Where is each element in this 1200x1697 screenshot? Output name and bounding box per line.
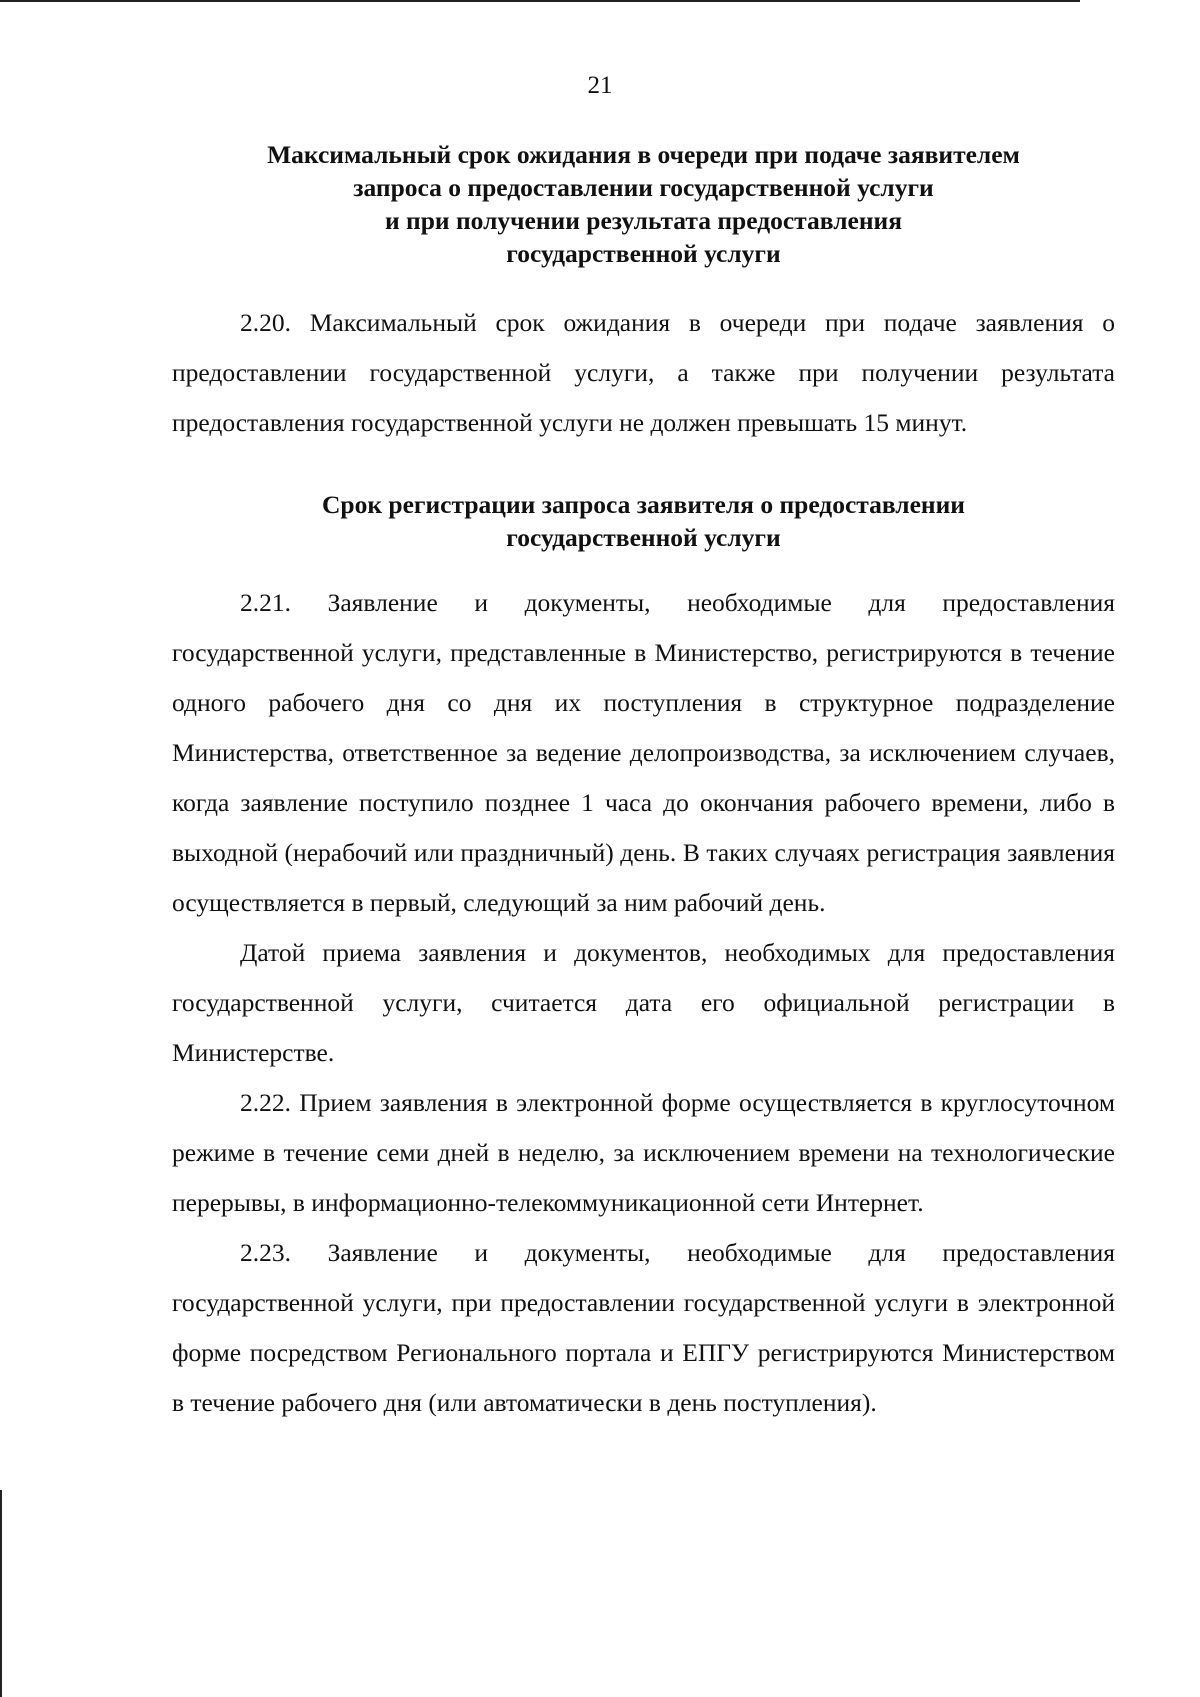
paragraph-2-20: 2.20. Максимальный срок ожидания в очереди при подаче заявления о предоставлении государственной услуги, а также при получении результата предоставления государственной услуги не должен превышать 15 минут. bbox=[172, 308, 1115, 437]
section-heading-registration-term bbox=[172, 488, 1115, 554]
paragraph-2-23: 2.23. Заявление и документы, необходимые для предоставления государственной услуги, при предоставлении государственной услуги в электронной форме посредством Регионального портала и ЕПГУ регистрируются Министерством в течение рабочего дня (или автоматически в день поступления). bbox=[172, 1238, 1115, 1417]
heading-line: запроса о предоставлении государственной услуги bbox=[353, 173, 934, 202]
heading-line: Срок регистрации запроса заявителя о предоставлении bbox=[321, 490, 966, 519]
heading-line: государственной услуги bbox=[506, 523, 781, 552]
document-body bbox=[172, 138, 1115, 1428]
paragraph-2-22: 2.22. Прием заявления в электронной форме осуществляется в круглосуточном режиме в течение семи дней в неделю, за исключением времени на технологические перерывы, в информационно-телекоммуникационной сети Интернет. bbox=[172, 1088, 1115, 1217]
heading-line: Максимальный срок ожидания в очереди при подаче заявителем bbox=[267, 140, 1020, 169]
paragraph-acceptance-date: Датой приема заявления и документов, необходимых для предоставления государственной услуги, считается дата его официальной регистрации в Министерстве. bbox=[172, 938, 1115, 1067]
scan-edge-top bbox=[0, 0, 1080, 2]
heading-line: государственной услуги bbox=[506, 239, 781, 268]
section-heading-max-wait bbox=[172, 138, 1115, 270]
scan-edge-left bbox=[0, 1490, 2, 1697]
paragraph-2-21: 2.21. Заявление и документы, необходимые для предоставления государственной услуги, представленные в Министерство, регистрируются в течение одного рабочего дня со дня их поступления в структурное подразделение Министерства, ответственное за ведение делопроизводства, за исключением случаев, когда заявление поступило позднее 1 часа до окончания рабочего времени, либо в выходной (нерабочий или праздничный) день. В таких случаях регистрация заявления осуществляется в первый, следующий за ним рабочий день. bbox=[172, 588, 1115, 917]
page-number: 21 bbox=[587, 72, 613, 99]
heading-line: и при получении результата предоставления bbox=[384, 206, 902, 235]
